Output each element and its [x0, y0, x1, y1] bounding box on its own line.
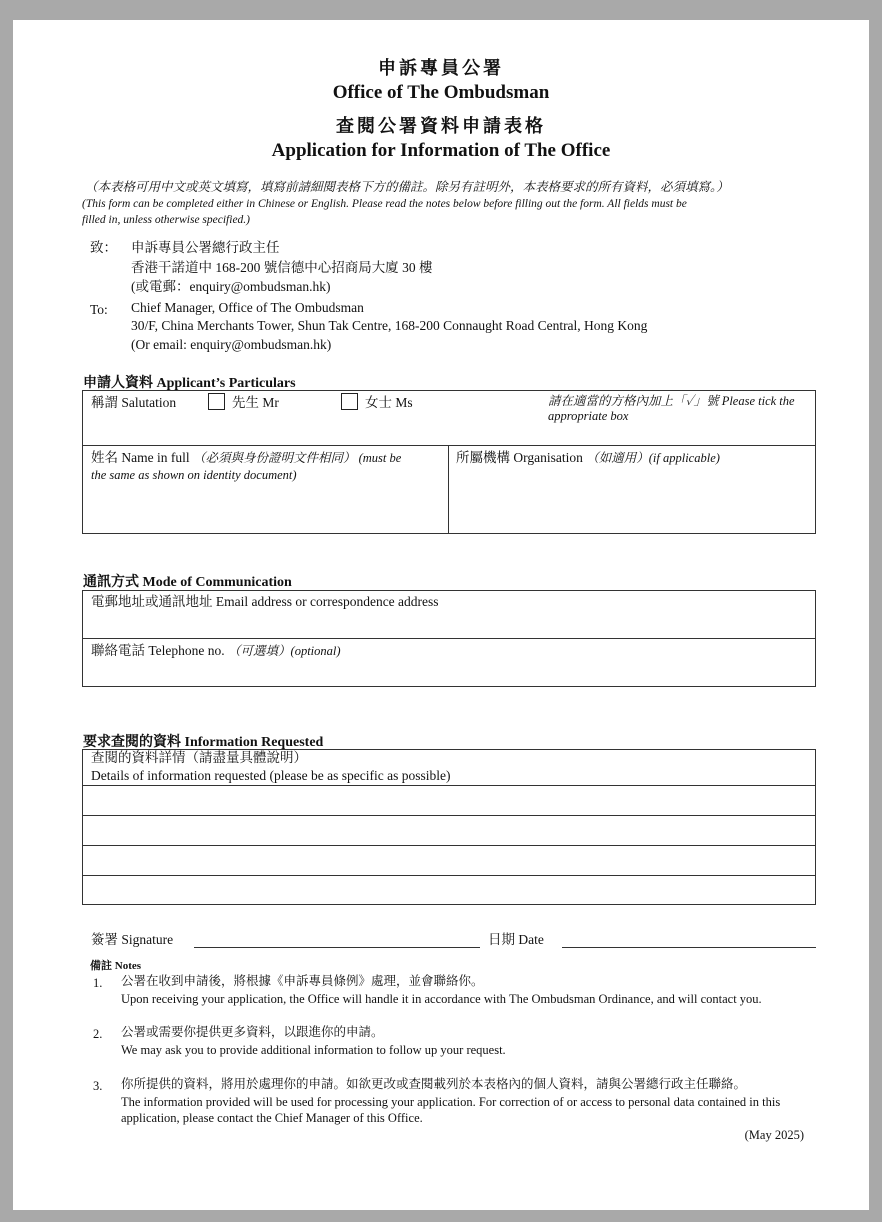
addressee-en-line2: 30/F, China Merchants Tower, Shun Tak Centre, 168-200 Connaught Road Central, Hong Kong [131, 318, 648, 333]
ms-label: 女士 Ms [365, 395, 413, 410]
salutation-label: 稱謂 Salutation [91, 395, 177, 410]
addressee-en-line1: Chief Manager, Office of The Ombudsman [131, 300, 364, 315]
note-1-en: Upon receiving your application, the Office will handle it in accordance with The Ombudsman Ordinance, and will contact you. [121, 992, 762, 1006]
applicant-row-divider [82, 445, 816, 446]
notes-heading: 備註 Notes [90, 960, 142, 972]
note-3-en-line1: The information provided will be used for processing your application. For correction of or access to personal data contained in this [121, 1095, 781, 1109]
org-name-en: Office of The Ombudsman [332, 82, 550, 103]
form-title-en: Application for Information of The Office [271, 140, 611, 161]
intro-zh: （本表格可用中文或英文填寫，填寫前請細閱表格下方的備註。除另有註明外，本表格要求的所有資料，必須填寫。） [85, 180, 729, 194]
communication-heading: 通訊方式 Mode of Communication [83, 575, 292, 590]
date-line[interactable] [562, 947, 816, 948]
org-label [456, 449, 720, 467]
email-input-area[interactable] [83, 612, 815, 637]
telephone-input-area[interactable] [83, 661, 815, 686]
mr-checkbox[interactable] [208, 393, 225, 410]
name-hint: （必須與身份證明文件相同） (must be [192, 451, 402, 465]
tick-hint-line1: 請在適當的方格內加上「✓」號 Please tick the [548, 394, 795, 408]
to-label-zh: 致： [90, 240, 117, 255]
email-label: 電郵地址或通訊地址 Email address or correspondence address [91, 594, 439, 609]
signature-label: 簽署 Signature [91, 932, 174, 947]
note-1-number: 1. [93, 976, 103, 990]
name-label-text: 姓名 Name in full [91, 450, 190, 465]
name-label [91, 449, 401, 467]
organisation-input-area[interactable] [450, 468, 814, 532]
note-3-number: 3. [93, 1079, 103, 1093]
details-zh: 查閱的資料詳情（請盡量具體說明） [91, 750, 307, 765]
telephone-hint: （可選填）(optional) [228, 644, 341, 658]
date-label: 日期 Date [488, 932, 544, 947]
addressee-en-line3: (Or email: enquiry@ombudsman.hk) [131, 337, 332, 352]
org-label-text: 所屬機構 Organisation [456, 450, 583, 465]
addressee-zh-line2: 香港干諾道中 168-200 號信德中心招商局大廈 30 樓 [131, 260, 433, 275]
details-en: Details of information requested (please be as specific as possible) [91, 768, 451, 783]
signature-line[interactable] [194, 947, 480, 948]
form-title-zh: 查閱公署資料申請表格 [336, 116, 546, 136]
telephone-label-text: 聯絡電話 Telephone no. [91, 643, 225, 658]
applicant-col-divider [448, 445, 449, 534]
note-2-zh: 公署或需要你提供更多資料，以跟進你的申請。 [121, 1025, 384, 1039]
intro-en-line1: (This form can be completed either in Chinese or English. Please read the notes below before filling out the form. All fields must be [82, 198, 687, 210]
intro-en-line2: filled in, unless otherwise specified.) [82, 214, 251, 226]
communication-row-divider [82, 638, 816, 639]
form-page [13, 20, 869, 1210]
addressee-zh-line1: 申訴專員公署總行政主任 [131, 240, 280, 255]
name-input-area[interactable] [83, 486, 447, 532]
note-3-en-line2: application, please contact the Chief Manager of this Office. [121, 1111, 423, 1125]
ms-checkbox[interactable] [341, 393, 358, 410]
telephone-label [91, 642, 341, 660]
org-hint: （如適用）(if applicable) [586, 451, 720, 465]
tick-hint-line2: appropriate box [548, 409, 629, 423]
form-version: (May 2025) [744, 1128, 804, 1142]
mr-label: 先生 Mr [232, 395, 279, 410]
org-name-zh: 申訴專員公署 [378, 58, 504, 78]
note-1-zh: 公署在收到申請後，將根據《申訴專員條例》處理，並會聯絡你。 [121, 974, 484, 988]
addressee-zh-line3: (或電郵：enquiry@ombudsman.hk) [131, 279, 331, 294]
details-input-area[interactable] [83, 786, 815, 904]
name-hint-line2: the same as shown on identity document) [91, 468, 297, 482]
to-label-en: To: [90, 302, 108, 317]
applicant-heading: 申請人資料 Applicant’s Particulars [83, 376, 296, 391]
note-2-number: 2. [93, 1027, 103, 1041]
note-2-en: We may ask you to provide additional information to follow up your request. [121, 1043, 506, 1057]
information-heading: 要求查閱的資料 Information Requested [83, 735, 324, 750]
note-3-zh: 你所提供的資料，將用於處理你的申請。如欲更改或查閱載列於本表格內的個人資料，請與公署總行政主任聯絡。 [121, 1077, 747, 1091]
